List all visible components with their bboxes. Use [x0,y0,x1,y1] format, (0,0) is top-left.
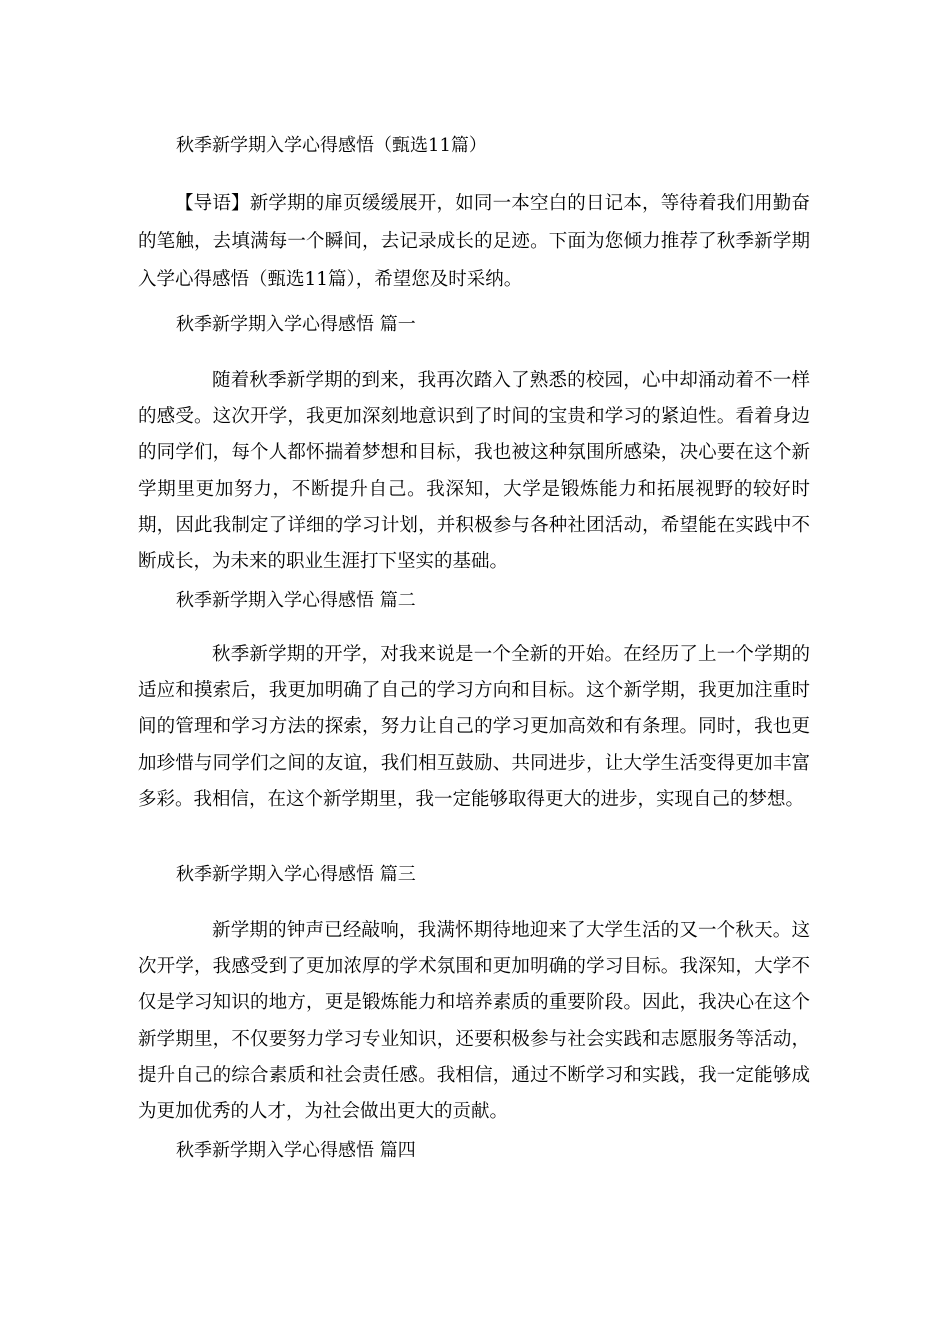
section-heading-4: 秋季新学期入学心得感悟 篇四 [176,1140,416,1161]
section-body-3: 新学期的钟声已经敲响，我满怀期待地迎来了大学生活的又一个秋天。这次开学，我感受到了更加浓厚的学术氛围和更加明确的学习目标。我深知，大学不仅是学习知识的地方，更是锻炼能力和培养素质的重要阶段。因此，我决心在这个新学期里，不仅要努力学习专业知识，还要积极参与社会实践和志愿服务等活动，提升自己的综合素质和社会责任感。我相信，通过不断学习和实践，我一定能够成为更加优秀的人才，为社会做出更大的贡献。 [138,920,810,1123]
section-heading-1: 秋季新学期入学心得感悟 篇一 [176,314,416,335]
section-body-1: 随着秋季新学期的到来，我再次踏入了熟悉的校园，心中却涌动着不一样的感受。这次开学，我更加深刻地意识到了时间的宝贵和学习的紧迫性。看着身边的同学们，每个人都怀揣着梦想和目标，我也被这种氛围所感染，决心要在这个新学期里更加努力，不断提升自己。我深知，大学是锻炼能力和拓展视野的较好时期，因此我制定了详细的学习计划，并积极参与各种社团活动，希望能在实践中不断成长，为未来的职业生涯打下坚实的基础。 [138,370,810,573]
section-body-2: 秋季新学期的开学，对我来说是一个全新的开始。在经历了上一个学期的适应和摸索后，我更加明确了自己的学习方向和目标。这个新学期，我更加注重时间的管理和学习方法的探索，努力让自己的学习更加高效和有条理。同时，我也更加珍惜与同学们之间的友谊，我们相互鼓励、共同进步，让大学生活变得更加丰富多彩。我相信，在这个新学期里，我一定能够取得更大的进步，实现自己的梦想。 [138,644,810,810]
section-heading-3: 秋季新学期入学心得感悟 篇三 [176,864,416,885]
section-heading-2: 秋季新学期入学心得感悟 篇二 [176,590,416,611]
intro-paragraph: 【导语】新学期的扉页缓缓展开，如同一本空白的日记本，等待着我们用勤奋的笔触，去填满每一个瞬间，去记录成长的足迹。下面为您倾力推荐了秋季新学期入学心得感悟（甄选11篇），希望您及时采纳。 [138,193,810,290]
document-title: 秋季新学期入学心得感悟（甄选11篇） [176,135,487,156]
